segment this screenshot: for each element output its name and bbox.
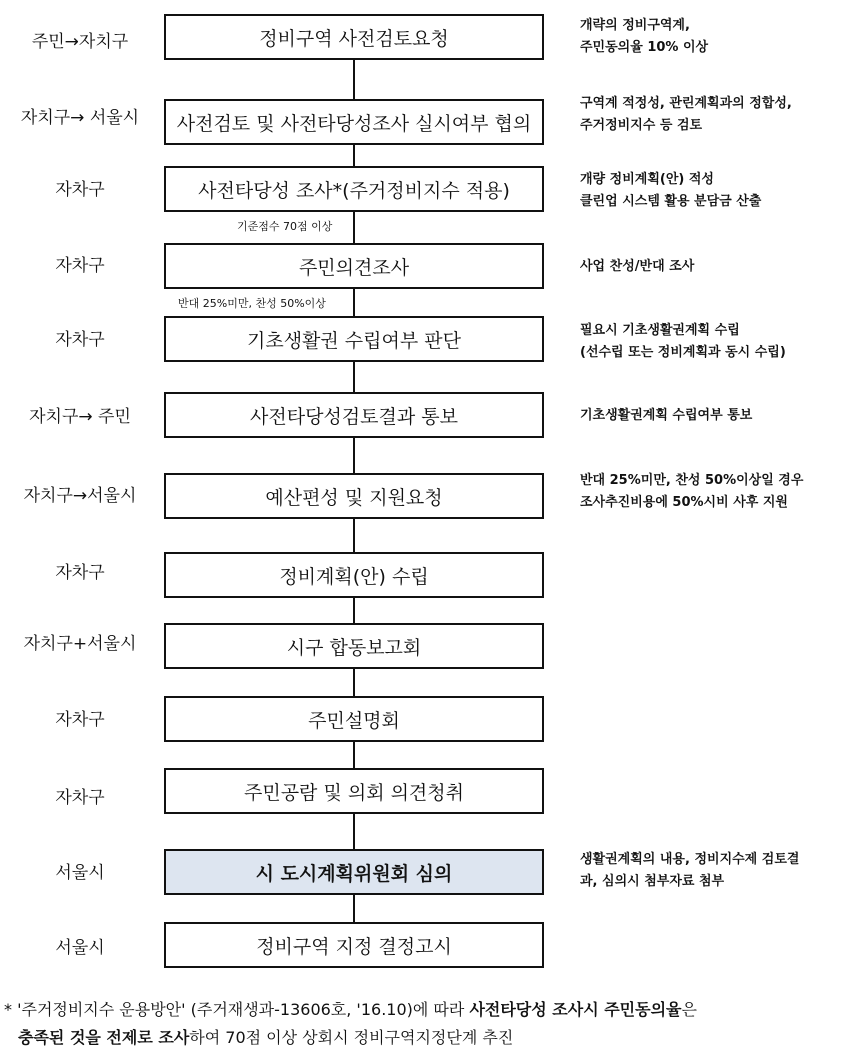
actor-label: 자치구+서울시 xyxy=(23,634,137,654)
side-note-line: 과, 심의시 첨부자료 첨부 xyxy=(580,874,725,889)
process-box: 사전타당성 조사*(주거정비지수 적용) xyxy=(164,166,544,212)
connector-line-10 xyxy=(353,742,355,770)
connector-line-8 xyxy=(353,598,355,625)
side-note-line: 반대 25%미만, 찬성 50%이상일 경우 xyxy=(580,473,804,488)
footnote-line-2 xyxy=(4,1024,849,1052)
footnote-text: 은 xyxy=(681,1000,697,1019)
process-box-highlighted: 시 도시계획위원회 심의 xyxy=(164,849,544,895)
actor-label: 자차구 xyxy=(55,788,105,808)
connector-line-3 xyxy=(353,212,355,245)
actor-label: 자차구 xyxy=(55,180,105,200)
process-box: 기초생활권 수립여부 판단 xyxy=(164,316,544,362)
actor-label: 자치구→서울시 xyxy=(23,486,137,506)
actor-label: 서울시 xyxy=(55,938,105,958)
side-note xyxy=(580,849,848,893)
side-note xyxy=(580,320,848,364)
side-note-line: 조사추진비용에 50%시비 사후 지원 xyxy=(580,495,788,510)
actor-label: 자차구 xyxy=(55,256,105,276)
connector-line-12 xyxy=(353,895,355,924)
connector-line-4 xyxy=(353,289,355,318)
side-note-line: 필요시 기초생활권계획 수립 xyxy=(580,323,740,338)
side-note xyxy=(580,405,848,427)
footnote-emphasis: 충족된 것을 전제로 조사 xyxy=(18,1028,190,1047)
process-box: 사전타당성검토결과 통보 xyxy=(164,392,544,438)
condition-label-score: 기준점수 70점 이상 xyxy=(237,220,333,233)
footnote-emphasis: 사전타당성 조사시 주민동의율 xyxy=(469,1000,682,1019)
connector-line-5 xyxy=(353,362,355,394)
side-note-line: 클린업 시스템 활용 분담금 산출 xyxy=(580,194,762,209)
side-note-line: 생활권계획의 내용, 정비지수제 검토결 xyxy=(580,852,800,867)
side-note-line: 개략의 정비구역계, xyxy=(580,18,690,33)
connector-line-6 xyxy=(353,438,355,475)
side-note xyxy=(580,256,848,278)
process-box: 예산편성 및 지원요청 xyxy=(164,473,544,519)
actor-label: 자차구 xyxy=(55,330,105,350)
side-note xyxy=(580,470,848,514)
process-box: 주민설명회 xyxy=(164,696,544,742)
actor-label: 자차구 xyxy=(55,563,105,583)
connector-line-1 xyxy=(353,60,355,101)
process-box: 시구 합동보고회 xyxy=(164,623,544,669)
actor-label: 자치구→ 서울시 xyxy=(20,108,140,128)
side-note-line: 구역계 적정성, 관린계획과의 정합성, xyxy=(580,96,792,111)
side-note xyxy=(580,93,848,137)
footnote-line-1 xyxy=(4,996,849,1024)
footnote-text: * '주거정비지수 운용방안' (주거재생과-13606호, '16.10)에 따라 xyxy=(4,1000,470,1019)
side-note-line: 주민동의율 10% 이상 xyxy=(580,40,709,55)
actor-label: 자차구 xyxy=(55,710,105,730)
side-note xyxy=(580,169,848,213)
side-note-line: 주거정비지수 등 검토 xyxy=(580,118,703,133)
process-box: 사전검토 및 사전타당성조사 실시여부 협의 xyxy=(164,99,544,145)
side-note-line: 사업 찬성/반대 조사 xyxy=(580,259,695,274)
footnote xyxy=(4,996,849,1052)
side-note-line: 개량 정비계획(안) 적성 xyxy=(580,172,714,187)
process-box: 주민의견조사 xyxy=(164,243,544,289)
connector-line-2 xyxy=(353,145,355,168)
side-note-line: 기초생활권계획 수립여부 통보 xyxy=(580,408,753,423)
actor-label: 서울시 xyxy=(55,863,105,883)
side-note xyxy=(580,15,848,59)
process-box: 정비계획(안) 수립 xyxy=(164,552,544,598)
footnote-text: 하여 70점 이상 상회시 정비구역지정단계 추진 xyxy=(189,1028,514,1047)
side-note-line: (선수립 또는 정비계획과 동시 수립) xyxy=(580,345,786,360)
process-box: 주민공람 및 의회 의견청취 xyxy=(164,768,544,814)
actor-label: 주민→자치구 xyxy=(31,32,129,52)
connector-line-9 xyxy=(353,669,355,698)
connector-line-11 xyxy=(353,814,355,851)
process-box: 정비구역 사전검토요청 xyxy=(164,14,544,60)
process-box: 정비구역 지정 결정고시 xyxy=(164,922,544,968)
condition-label-consent: 반대 25%미만, 찬성 50%이상 xyxy=(178,297,326,310)
actor-label: 자치구→ 주민 xyxy=(29,407,131,427)
connector-line-7 xyxy=(353,519,355,554)
